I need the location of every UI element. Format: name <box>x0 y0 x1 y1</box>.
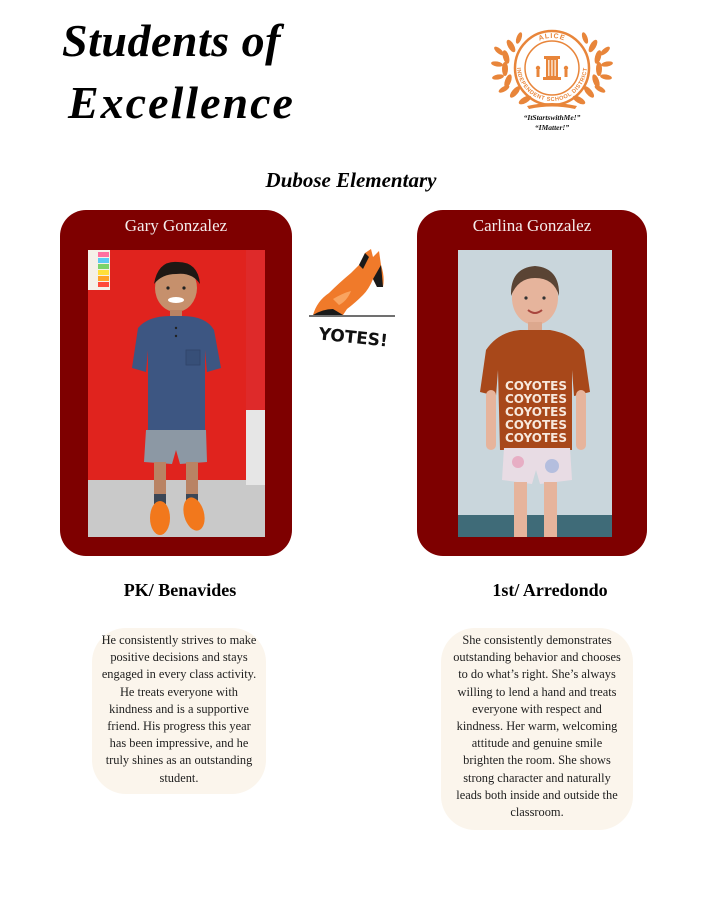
svg-text:COYOTES: COYOTES <box>504 418 568 432</box>
student-photo <box>88 250 265 537</box>
coyote-howling-icon <box>303 243 403 358</box>
blurb-line: has been impressive, and he <box>109 736 249 751</box>
blurb-line: strong character and naturally <box>463 770 611 785</box>
blurb-line: attitude and genuine smile <box>471 736 603 751</box>
svg-text:YOTES!: YOTES! <box>317 324 389 352</box>
blurb-line: She consistently demonstrates <box>462 633 612 647</box>
student-blurb-gary <box>92 628 266 794</box>
blurb-line: kindness. Her warm, welcoming <box>456 719 618 734</box>
blurb-line: willing to lend a hand and treats <box>457 684 617 699</box>
blurb-line: leads both inside and outside the <box>456 787 618 802</box>
svg-text:COYOTES: COYOTES <box>504 392 568 406</box>
student-photo-girl-icon <box>458 250 612 537</box>
school-name: Dubose Elementary <box>265 168 437 192</box>
student-card-gary <box>60 210 292 556</box>
student-blurb-carlina <box>441 628 633 830</box>
blurb-line: He consistently strives to make <box>101 633 257 647</box>
blurb-line: He treats everyone with <box>119 684 238 699</box>
blurb-line: positive decisions and stays <box>110 650 248 665</box>
blurb-line: classroom. <box>510 805 564 820</box>
student-name: Gary Gonzalez <box>124 216 228 235</box>
blurb-line: brighten the room. She shows <box>463 753 611 768</box>
blurb-line: engaged in every class activity. <box>101 667 257 682</box>
blurb-line: friend. His progress this year <box>107 719 251 734</box>
student-card-carlina <box>417 210 647 556</box>
svg-text:INDEPENDENT SCHOOL DISTRICT: INDEPENDENT SCHOOL DISTRICT <box>515 67 590 104</box>
student-photo <box>458 250 612 537</box>
blurb-line: to do what’s right. She’s always <box>458 667 616 682</box>
mascot-logo <box>303 243 403 358</box>
blurb-line: kindness and is a supportive <box>109 701 249 716</box>
svg-text:COYOTES: COYOTES <box>504 405 568 419</box>
title-line-2: Excellence <box>68 77 295 128</box>
motto-line-2: “IMatter!” <box>534 123 570 132</box>
svg-text:COYOTES: COYOTES <box>504 379 568 393</box>
blurb-line: truly shines as an outstanding <box>105 753 253 768</box>
title-line-1: Students of <box>62 15 281 66</box>
motto-line-1: “ItStartswithMe!” <box>523 113 581 122</box>
blurb-line: everyone with respect and <box>472 701 602 716</box>
svg-text:ALICE: ALICE <box>537 32 567 43</box>
student-name: Carlina Gonzalez <box>472 216 592 235</box>
blurb-line: outstanding behavior and chooses <box>453 650 621 665</box>
laurel-seal-icon <box>487 16 617 116</box>
blurb-line: student. <box>159 770 199 785</box>
grade-teacher-label: 1st/ Arredondo <box>492 580 608 600</box>
student-photo-boy-icon <box>88 250 265 537</box>
district-motto <box>494 113 610 133</box>
svg-text:COYOTES: COYOTES <box>504 431 568 445</box>
page-title <box>62 10 295 134</box>
grade-teacher-label: PK/ Benavides <box>123 580 237 600</box>
